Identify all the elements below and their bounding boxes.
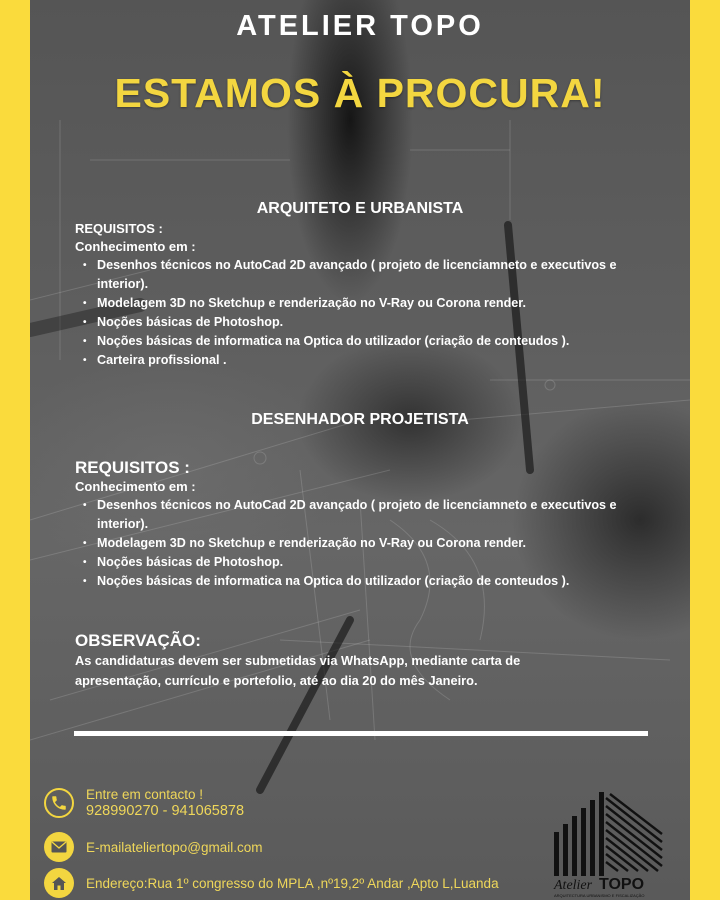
- contact-phone: [44, 786, 244, 820]
- requisitos-label: REQUISITOS :: [75, 458, 190, 477]
- email-address[interactable]: E-mailateliertopo@gmail.com: [86, 839, 263, 855]
- phone-label: Entre em contacto !: [86, 787, 204, 802]
- contact-address: [44, 868, 499, 898]
- requirements-list: [83, 496, 655, 591]
- position-requirements-desenhador: [75, 457, 655, 591]
- position-title-desenhador: DESENHADOR PROJETISTA: [251, 411, 469, 428]
- observation-section: [75, 630, 655, 691]
- svg-text:Atelier: Atelier: [554, 878, 593, 893]
- list-item: • Carteira profissional .: [83, 351, 655, 370]
- list-item: • Desenhos técnicos no AutoCad 2D avançado ( projeto de licenciamneto e executivos e interior).: [83, 256, 655, 294]
- position-requirements-arquiteto: [75, 220, 655, 370]
- divider: [74, 731, 648, 736]
- poster: [30, 0, 690, 900]
- list-item: • Modelagem 3D no Sketchup e renderização no V-Ray ou Corona render.: [83, 534, 655, 553]
- house-icon: [44, 868, 74, 898]
- conhecimento-label: Conhecimento em :: [75, 239, 196, 254]
- position-title-arquiteto: ARQUITETO E URBANISTA: [256, 200, 464, 217]
- list-item: • Noções básicas de informatica na Optica do utilizador (criação de conteudos ).: [83, 572, 655, 591]
- phone-icon: [44, 788, 74, 818]
- address-text: Endereço:Rua 1º congresso do MPLA ,nº19,2º Andar ,Apto L,Luanda: [86, 875, 499, 891]
- svg-text:TOPO: TOPO: [599, 876, 645, 893]
- svg-text:ARQUITECTURA URBANISMO E FISCA: ARQUITECTURA URBANISMO E FISCALIZAÇÃO: [554, 893, 645, 898]
- observation-title: OBSERVAÇÃO:: [75, 631, 201, 650]
- atelier-topo-logo: [550, 780, 670, 900]
- list-item: • Noções básicas de informatica na Optica do utilizador (criação de conteudos ).: [83, 332, 655, 351]
- observation-text: As candidaturas devem ser submetidas via WhatsApp, mediante carta de apresentação, currículo e portefolio, até ao dia 20 do mês Janeiro.: [75, 653, 521, 688]
- requirements-list: [83, 256, 655, 370]
- requisitos-label: REQUISITOS :: [75, 221, 163, 236]
- phone-block: [86, 786, 244, 820]
- list-item: • Noções básicas de Photoshop.: [83, 313, 655, 332]
- list-item: • Desenhos técnicos no AutoCad 2D avançado ( projeto de licenciamneto e executivos e interior).: [83, 496, 655, 534]
- contact-email: [44, 832, 263, 862]
- brand-title: ATELIER TOPO: [236, 10, 484, 42]
- building-logo-icon: [550, 780, 670, 900]
- headline: ESTAMOS À PROCURA!: [114, 70, 606, 116]
- blueprint-background: [30, 0, 690, 900]
- list-item: • Modelagem 3D no Sketchup e renderização no V-Ray ou Corona render.: [83, 294, 655, 313]
- phone-numbers[interactable]: 928990270 - 941065878: [86, 803, 245, 819]
- list-item: • Noções básicas de Photoshop.: [83, 553, 655, 572]
- envelope-icon: [44, 832, 74, 862]
- conhecimento-label: Conhecimento em :: [75, 479, 196, 494]
